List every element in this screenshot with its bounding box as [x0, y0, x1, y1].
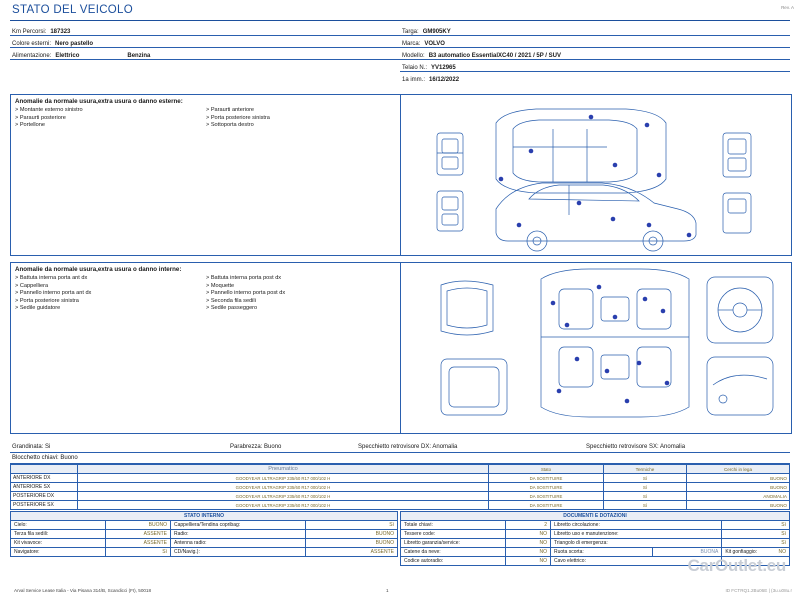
field-km: [10, 24, 400, 36]
table-row: [401, 521, 790, 530]
field-label: Marca:: [402, 41, 421, 47]
list-item: > Battuta interna porta ant dx: [15, 275, 88, 281]
doc-value: Sì: [722, 521, 790, 530]
rim-state: BUONO: [687, 483, 790, 492]
interior-key: Antenna radio:: [171, 539, 306, 548]
footer-page-number: 1: [386, 588, 389, 593]
field-value: 187323: [50, 29, 71, 35]
rim-state: BUONO: [687, 501, 790, 510]
page-title: STATO DEL VEICOLO: [12, 4, 133, 16]
list-item: > Battuta interna porta post dx: [206, 275, 282, 281]
list-item: > Pannello interno porta ant dx: [15, 290, 92, 297]
exterior-damage-diagram: [400, 94, 792, 256]
revision-label: Rev. A: [781, 5, 794, 10]
doc-value: Sì: [722, 539, 790, 548]
tyre-winter: Sì: [604, 501, 687, 510]
interior-value: BUONO: [106, 521, 171, 530]
documents-section-title: DOCUMENTI E DOTAZIONI: [401, 512, 790, 521]
internal-anomalies-title: Anomalie da normale usura,extra usura o danno interne:: [15, 266, 182, 273]
doc-key: Ruota scorta:: [551, 548, 653, 557]
list-item: > Sottoporta destro: [206, 122, 254, 129]
interior-value: Sì: [306, 521, 398, 530]
general-status-strip: [10, 442, 790, 464]
status-value: Anomalia: [432, 444, 458, 450]
doc-value: 2: [506, 521, 551, 530]
status-row-1: [10, 442, 790, 453]
doc-value-secondary: NO: [778, 549, 786, 555]
list-item: > Paraurti posteriore: [15, 114, 66, 121]
status-label: Specchietto retrovisore SX:: [586, 444, 659, 450]
status-grandinata: [12, 444, 230, 450]
field-modello: [400, 48, 790, 60]
tyre-description: GOODYEAR ULTRAGRIP 235/60 R17 000/102 H: [78, 501, 489, 510]
list-item: > Pannello interno porta post dx: [206, 290, 286, 297]
interior-key: Radio:: [171, 530, 306, 539]
field-value: VOLVO: [424, 41, 445, 47]
damage-markers: [551, 285, 670, 404]
interior-section-title: STATO INTERNO: [11, 512, 398, 521]
doc-key: Catene da neve:: [401, 548, 506, 557]
tyre-state: DA SOSTITUIRE: [489, 474, 604, 483]
field-telaio: [400, 60, 790, 72]
exterior-car-svg: [401, 95, 789, 253]
internal-anomalies-col1: [15, 275, 206, 313]
interior-key: Terza fila sedili:: [11, 530, 106, 539]
tyre-winter: Sì: [604, 492, 687, 501]
tyre-col-termiche: Termiche: [604, 465, 687, 474]
table-header-row: [11, 465, 790, 474]
tyre-position: POSTERIORE DX: [11, 492, 78, 501]
field-label: Modello:: [402, 53, 425, 59]
table-row: [11, 483, 790, 492]
doc-value: NO: [506, 557, 551, 566]
interior-key: CD/Navig.):: [171, 548, 306, 557]
status-label: Specchietto retrovisore DX:: [358, 444, 432, 450]
table-row: [401, 530, 790, 539]
status-specchietto-sx: [586, 444, 685, 450]
field-marca: [400, 36, 790, 48]
interior-status-section: [10, 511, 398, 557]
title-divider: [10, 20, 790, 21]
doc-key: Libretto garanzia/service:: [401, 539, 506, 548]
doc-key: Codice autoradio:: [401, 557, 506, 566]
interior-damage-diagram: [400, 262, 792, 434]
list-item: > Cappelliera: [15, 282, 49, 289]
internal-anomalies-col2: [206, 275, 397, 313]
doc-key: Libretto circolazione:: [551, 521, 722, 530]
tyres-table: [10, 464, 790, 510]
doc-value: BUONA: [653, 548, 722, 557]
section-header-row: [11, 512, 398, 521]
status-label: Parabrezza:: [230, 444, 263, 450]
tyre-state: DA SOSTITUIRE: [489, 492, 604, 501]
field-value: Nero pastello: [55, 41, 94, 47]
tyre-winter: Sì: [604, 474, 687, 483]
table-row: [11, 501, 790, 510]
field-value: 16/12/2022: [429, 77, 460, 83]
status-blocchetto-chiavi: [12, 455, 78, 461]
table-row: [11, 474, 790, 483]
field-value-secondary: Benzina: [127, 53, 151, 59]
internal-anomalies-box: [10, 262, 402, 434]
external-anomalies-list: [11, 107, 401, 130]
list-item: > Seconda fila sedili: [206, 297, 256, 304]
interior-key: Cielo:: [11, 521, 106, 530]
table-row: [11, 548, 398, 557]
list-item: > Porta posteriore sinistra: [206, 114, 270, 121]
interior-key: Kit vivavoce:: [11, 539, 106, 548]
interior-value: ASSENTE: [306, 548, 398, 557]
tyre-winter: Sì: [604, 483, 687, 492]
rim-state: ANOMALIA: [687, 492, 790, 501]
list-item: > Sedile passeggero: [206, 305, 258, 312]
list-item: > Moquette: [206, 282, 235, 289]
doc-key: Totale chiavi:: [401, 521, 506, 530]
external-anomalies-col2: [206, 107, 397, 130]
watermark-suffix: .eu: [762, 556, 786, 575]
field-value: Elettrico: [55, 53, 80, 59]
tyre-description: GOODYEAR ULTRAGRIP 235/60 R17 000/102 H: [78, 483, 489, 492]
interior-value: ASSENTE: [106, 530, 171, 539]
tyre-col-stato: Stato: [489, 465, 604, 474]
footer-document-id: ID FCTRQ1.2Bu06E | (3u.u08u.r: [725, 588, 792, 593]
status-specchietto-dx: [358, 444, 586, 450]
field-value: B3 automatico EssentialXC40 / 2021 / 5P / SUV: [428, 53, 561, 59]
field-label: Targa:: [402, 29, 419, 35]
footer-left: Arval Service Lease Italia - Via Pisana 314/B, Scandicci (FI), 50018: [14, 588, 152, 593]
list-item: > Portellone: [15, 122, 46, 129]
interior-key: Navigatore:: [11, 548, 106, 557]
header-left-column: [10, 24, 400, 83]
status-value: Buono: [60, 455, 78, 461]
list-item: > Porta posteriore sinistra: [15, 297, 79, 304]
watermark: [688, 556, 786, 576]
field-alimentazione: [10, 48, 400, 60]
field-label: 1a imm.:: [402, 77, 426, 83]
tyre-state: DA SOSTITUIRE: [489, 483, 604, 492]
doc-value: Sì: [722, 530, 790, 539]
doc-value: NO: [506, 530, 551, 539]
interior-value: BUONO: [306, 539, 398, 548]
interior-value: ASSENTE: [106, 539, 171, 548]
list-item: > Sedile guidatore: [15, 305, 61, 312]
interior-value: BUONO: [306, 530, 398, 539]
table-row: [11, 492, 790, 501]
table-row: [11, 539, 398, 548]
interior-key: Cappelliera/Tendina copribag:: [171, 521, 306, 530]
status-label: Grandinata:: [12, 444, 44, 450]
watermark-text: CarOutlet: [687, 556, 763, 575]
status-value: Si: [45, 444, 51, 450]
doc-key: Cavo elettrico:: [551, 557, 722, 566]
status-row-2: [10, 453, 790, 464]
interior-value: Sì: [106, 548, 171, 557]
interior-car-svg: [401, 263, 789, 431]
field-colore: [10, 36, 400, 48]
field-value: YV12965: [431, 65, 456, 71]
doc-value: NO: [506, 539, 551, 548]
doc-value: NO: [506, 548, 551, 557]
table-row: [11, 521, 398, 530]
list-item: > Montante esterno sinistro: [15, 107, 83, 113]
field-label: Alimentazione:: [12, 53, 52, 59]
vehicle-header: [10, 24, 790, 83]
list-item: > Paraurti anteriore: [206, 107, 255, 113]
external-anomalies-box: [10, 94, 402, 256]
external-anomalies-col1: [15, 107, 206, 130]
field-value: GM905KY: [422, 29, 451, 35]
damage-markers: [499, 115, 692, 238]
tyre-position: POSTERIORE SX: [11, 501, 78, 510]
tyre-position: ANTERIORE SX: [11, 483, 78, 492]
field-label: Colore esterni:: [12, 41, 52, 47]
table-row: [401, 539, 790, 548]
section-header-row: [401, 512, 790, 521]
field-targa: [400, 24, 790, 36]
tyre-state: DA SOSTITUIRE: [489, 501, 604, 510]
status-value: Anomalia: [660, 444, 686, 450]
status-label: Blocchetto chiavi:: [12, 455, 59, 461]
tyre-description: GOODYEAR ULTRAGRIP 235/60 R17 000/102 H: [78, 492, 489, 501]
status-parabrezza: [230, 444, 358, 450]
tyre-col-empty: [11, 465, 78, 474]
doc-key: Triangolo di emergenza:: [551, 539, 722, 548]
tyre-description: GOODYEAR ULTRAGRIP 235/60 R17 000/102 H: [78, 474, 489, 483]
external-anomalies-title: Anomalie da normale usura,extra usura o danno esterne:: [15, 98, 183, 105]
doc-key: Libretto uso e manutenzione:: [551, 530, 722, 539]
doc-key-label: Kit gonfiaggio:: [725, 549, 758, 555]
status-value: Buono: [264, 444, 282, 450]
doc-key: Tessere code:: [401, 530, 506, 539]
rim-state: BUONO: [687, 474, 790, 483]
tyre-col-pneumatico: Pneumatico: [78, 465, 489, 474]
tyre-position: ANTERIORE DX: [11, 474, 78, 483]
internal-anomalies-list: [11, 275, 401, 313]
table-row: [11, 530, 398, 539]
header-right-column: [400, 24, 790, 83]
field-label: Km Percorsi:: [12, 29, 47, 35]
field-label: Telaio N.:: [402, 65, 428, 71]
field-prima-immatricolazione: [400, 72, 790, 83]
interior-table: [10, 511, 398, 557]
tyre-col-cerchi: Cerchi in lega: [687, 465, 790, 474]
